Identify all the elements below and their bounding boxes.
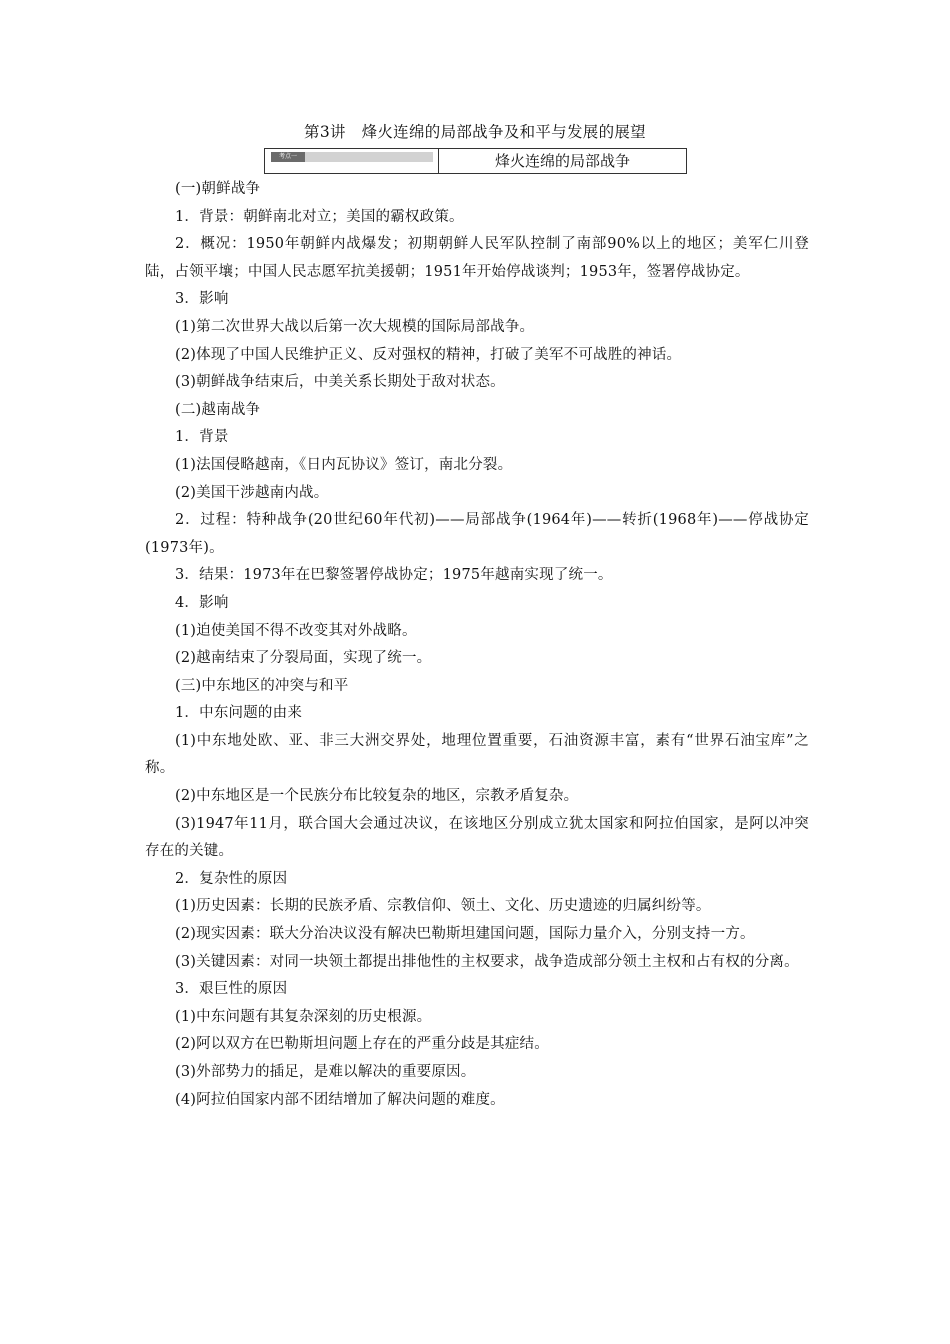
paragraph: (2)美国干涉越南内战。 [175, 484, 329, 501]
topic-tag-banner [271, 152, 433, 162]
section-heading: (二)越南战争 [175, 401, 261, 418]
topic-header [264, 148, 687, 174]
paragraph: (2)现实因素：联大分治决议没有解决巴勒斯坦建国问题，国际力量介入，分别支持一方。 [175, 926, 755, 943]
document-body [145, 176, 809, 1114]
paragraph: 2．复杂性的原因 [175, 870, 288, 887]
paragraph: (1)中东问题有其复杂深刻的历史根源。 [175, 1008, 432, 1025]
paragraph: (2)越南结束了分裂局面，实现了统一。 [175, 650, 432, 667]
paragraph: 2．过程：特种战争(20世纪60年代初)——局部战争(1964年)——转折(1968年)——停战协定(1973年)。 [145, 512, 809, 556]
paragraph: 3．影响 [175, 291, 229, 308]
paragraph: (1)第二次世界大战以后第一次大规模的国际局部战争。 [175, 318, 535, 335]
topic-tag-label: 考点一 [271, 152, 305, 162]
paragraph: (3)朝鲜战争结束后，中美关系长期处于敌对状态。 [175, 374, 505, 391]
topic-tag-cell [265, 149, 439, 173]
paragraph: (3)1947年11月，联合国大会通过决议，在该地区分别成立犹太国家和阿拉伯国家，是阿以冲突存在的关键。 [145, 815, 809, 860]
paragraph: (1)历史因素：长期的民族矛盾、宗教信仰、领土、文化、历史遗迹的归属纠纷等。 [175, 898, 711, 915]
paragraph: 2．概况：1950年朝鲜内战爆发；初期朝鲜人民军队控制了南部90%以上的地区；美军仁川登陆，占领平壤；中国人民志愿军抗美援朝；1951年开始停战谈判；1953年，签署停战协定。 [145, 236, 809, 280]
paragraph: (4)阿拉伯国家内部不团结增加了解决问题的难度。 [175, 1091, 505, 1108]
paragraph: 1．背景：朝鲜南北对立；美国的霸权政策。 [175, 208, 464, 225]
paragraph: 4．影响 [175, 594, 229, 611]
paragraph: (2)体现了中国人民维护正义、反对强权的精神，打破了美军不可战胜的神话。 [175, 346, 682, 363]
paragraph: (1)法国侵略越南，《日内瓦协议》签订，南北分裂。 [175, 456, 513, 473]
paragraph: 3．结果：1973年在巴黎签署停战协定；1975年越南实现了统一。 [175, 567, 613, 584]
paragraph: (2)中东地区是一个民族分布比较复杂的地区，宗教矛盾复杂。 [175, 788, 579, 805]
paragraph: (2)阿以双方在巴勒斯坦问题上存在的严重分歧是其症结。 [175, 1036, 549, 1053]
paragraph: (1)中东地处欧、亚、非三大洲交界处，地理位置重要，石油资源丰富，素有“世界石油宝库”之称。 [145, 732, 809, 777]
page-title: 第3讲 烽火连绵的局部战争及和平与发展的展望 [304, 123, 646, 141]
topic-name: 烽火连绵的局部战争 [494, 152, 630, 170]
section-heading: (一)朝鲜战争 [175, 181, 261, 197]
paragraph: 3．艰巨性的原因 [175, 981, 288, 998]
paragraph: 1．背景 [175, 429, 229, 446]
paragraph: (3)关键因素：对同一块领土都提出排他性的主权要求，战争造成部分领土主权和占有权的分离。 [175, 953, 799, 970]
paragraph: 1．中东问题的由来 [175, 705, 303, 722]
section-heading: (三)中东地区的冲突与和平 [175, 677, 349, 694]
paragraph: (1)迫使美国不得不改变其对外战略。 [175, 622, 417, 639]
paragraph: (3)外部势力的插足，是难以解决的重要原因。 [175, 1064, 476, 1080]
